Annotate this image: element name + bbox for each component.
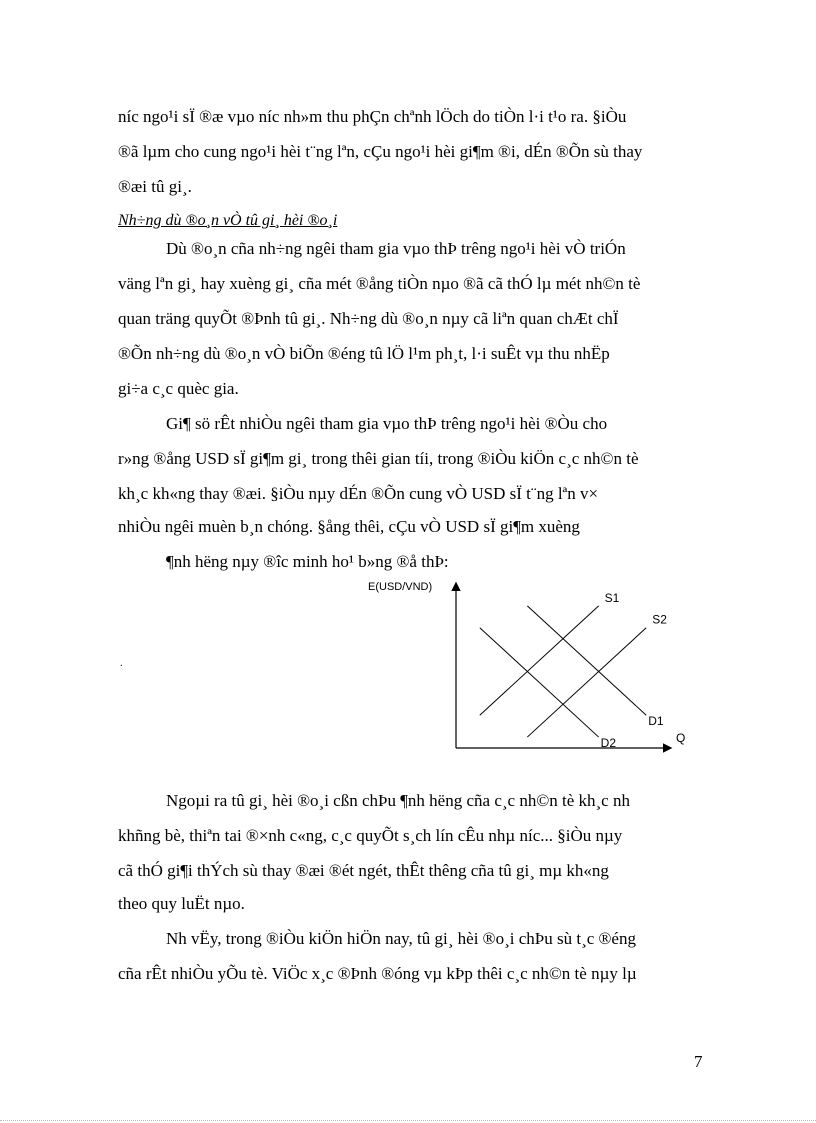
text-line-16: khñng bè, thiªn tai ®×nh c«ng, c¸c quyÕt s¸ch lín cÊu nhµ níc... §iÒu nµy	[118, 826, 623, 845]
text-line-8: ®Õn nh÷ng dù ®o¸n vÒ biÕn ®éng tû lÖ l¹m ph¸t, l·i suÊt vµ thu nhËp	[118, 344, 610, 363]
text-line-19: Nh vËy, trong ®iÒu kiÖn hiÖn nay, tû gi¸ hèi ®o¸i chÞu sù t¸c ®éng	[166, 929, 636, 948]
series-line-s1	[480, 606, 599, 715]
stray-mark: .	[120, 658, 123, 669]
text-line-17: cã thÓ gi¶i thÝch sù thay ®æi ®ét ngét, thÊt thêng cña tû gi¸ mµ kh«ng	[118, 861, 609, 880]
text-line-6: väng lªn gi¸ hay xuèng gi¸ cña mét ®ång tiÒn nµo ®ã cã thÓ lµ mét nh©n tè	[118, 274, 641, 293]
series-label-d1: D1	[648, 714, 664, 729]
series-line-d2	[480, 628, 599, 737]
text-line-14: ¶nh hëng nµy ®îc minh ho¹ b»ng ®å thÞ:	[166, 552, 449, 571]
text-line-9: gi÷a c¸c quèc gia.	[118, 379, 239, 398]
text-line-2: ®ã lµm cho cung ngo¹i hèi t¨ng lªn, cÇu ngo¹i hèi gi¶m ®i, dÉn ®Õn sù thay	[118, 142, 643, 161]
y-axis-label: E(USD/VND)	[368, 581, 433, 593]
text-line-20: cña rÊt nhiÒu yÕu tè. ViÖc x¸c ®Þnh ®óng vµ kÞp thêi c¸c nh©n tè nµy lµ	[118, 964, 637, 983]
text-line-1: níc ngo¹i sÏ ®æ vµo níc nh»m thu phÇn chªnh lÖch do tiÒn l·i t¹o ra. §iÒu	[118, 107, 627, 126]
x-axis-label: Q	[676, 731, 686, 745]
text-line-11: r»ng ®ång USD sÏ gi¶m gi¸ trong thêi gian tíi, trong ®iÒu kiÖn c¸c nh©n tè	[118, 449, 639, 468]
text-line-18: theo quy luËt nµo.	[118, 894, 245, 913]
page-number: 7	[694, 1052, 703, 1071]
text-line-13: nhiÒu ngêi muèn b¸n chóng. §ång thêi, cÇu vÒ USD sÏ gi¶m xuèng	[118, 517, 580, 536]
text-line-3: ®æi tû gi¸.	[118, 177, 192, 196]
text-line-7: quan träng quyÕt ®Þnh tû gi¸. Nh÷ng dù ®o¸n nµy cã liªn quan chÆt chÏ	[118, 309, 619, 328]
supply-demand-chart	[340, 578, 700, 753]
text-line-10: Gi¶ sö rÊt nhiÒu ngêi tham gia vµo thÞ trêng ngo¹i hèi ®Òu cho	[166, 414, 608, 433]
series-label-d2: D2	[600, 736, 617, 751]
text-line-15: Ngoµi ra tû gi¸ hèi ®o¸i cßn chÞu ¶nh hëng cña c¸c nh©n tè kh¸c nh	[166, 791, 630, 810]
page-bottom-rule	[0, 1120, 816, 1121]
series-line-s2	[527, 628, 646, 737]
text-line-12: kh¸c kh«ng thay ®æi. §iÒu nµy dÉn ®Õn cung vÒ USD sÏ t¨ng lªn v×	[118, 484, 599, 503]
section-heading: Nh÷ng dù ®o¸n vÒ tû gi¸ hèi ®o¸i	[118, 212, 338, 229]
series-label-s2: S2	[652, 612, 667, 627]
text-line-5: Dù ®o¸n cña nh÷ng ngêi tham gia vµo thÞ trêng ngo¹i hèi vÒ triÓn	[166, 239, 626, 258]
series-line-d1	[527, 606, 646, 715]
series-label-s1: S1	[604, 590, 620, 605]
